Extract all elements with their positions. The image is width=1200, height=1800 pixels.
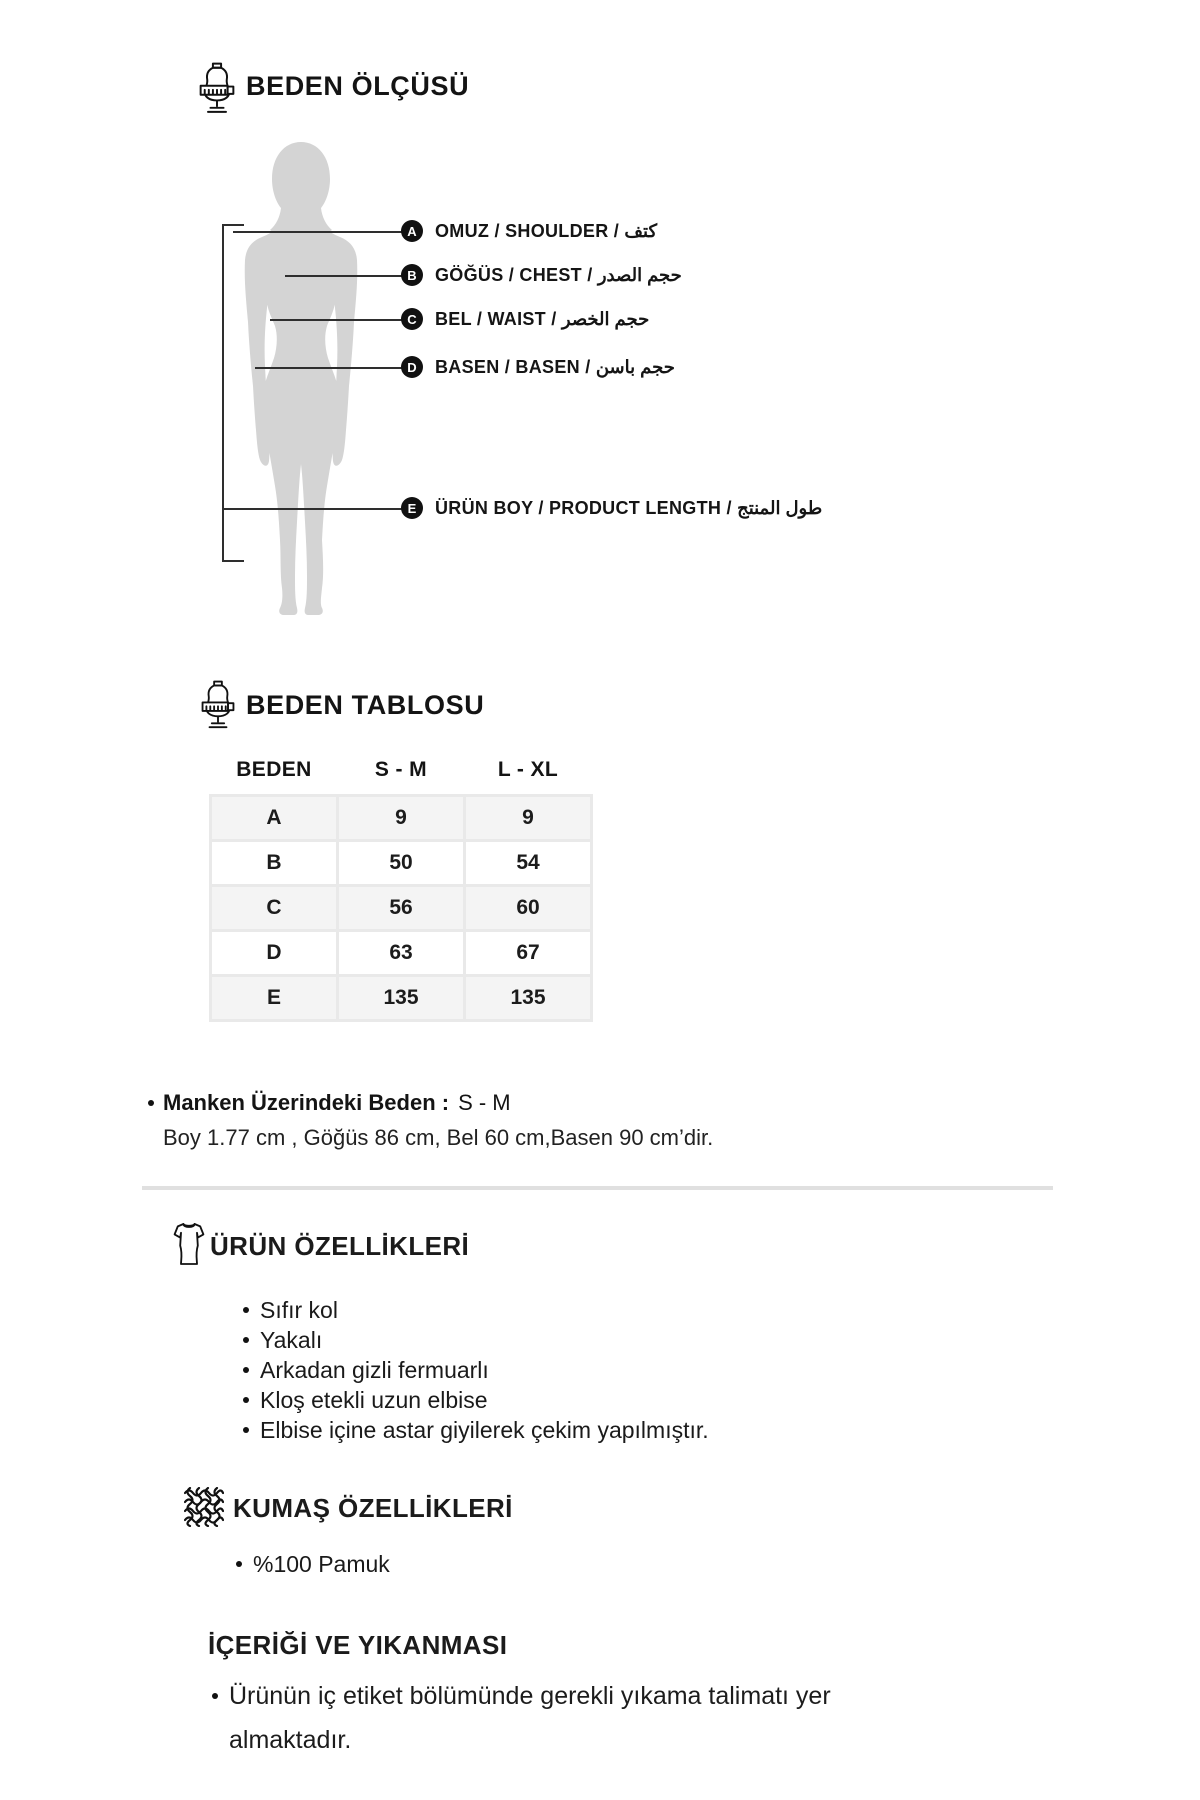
- letter-badge-d: D: [401, 356, 423, 378]
- table-cell: 54: [466, 842, 590, 884]
- feature-item: [243, 1299, 709, 1322]
- feature-text: Elbise içine astar giyilerek çekim yapılmıştır.: [260, 1417, 709, 1443]
- bullet-dot: [212, 1693, 218, 1699]
- fabric-item: [236, 1553, 390, 1576]
- size-table: [209, 794, 593, 1022]
- dress-form-icon: [201, 677, 235, 734]
- model-size-label: Manken Üzerindeki Beden :: [163, 1090, 450, 1115]
- model-measurements: Boy 1.77 cm , Göğüs 86 cm, Bel 60 cm,Basen 90 cm’dir.: [163, 1125, 714, 1150]
- letter-badge-e: E: [401, 497, 423, 519]
- size-guide-title: BEDEN ÖLÇÜSÜ: [246, 71, 470, 101]
- product-features-title: ÜRÜN ÖZELLİKLERİ: [210, 1231, 470, 1261]
- table-cell: A: [212, 797, 336, 839]
- size-table-header-lxl: L - XL: [497, 758, 559, 781]
- table-cell: 135: [466, 977, 590, 1019]
- section-divider: [142, 1186, 1053, 1190]
- measure-row-waist: [401, 308, 649, 330]
- feature-item: [243, 1419, 709, 1442]
- length-bracket-top-tick: [222, 224, 244, 226]
- letter-badge-b: B: [401, 264, 423, 286]
- shoulder-leader-line: [233, 231, 403, 233]
- bullet-dot: [243, 1427, 249, 1433]
- bullet-dot: [243, 1397, 249, 1403]
- care-list: [212, 1674, 929, 1762]
- measure-row-length: [401, 497, 822, 519]
- table-cell: 50: [339, 842, 463, 884]
- length-bracket-line: [222, 225, 224, 562]
- measure-label-waist: BEL / WAIST / حجم الخصر: [435, 308, 650, 329]
- table-cell: 56: [339, 887, 463, 929]
- model-size-note: [148, 1090, 713, 1151]
- bullet-dot: [236, 1561, 242, 1567]
- table-cell: B: [212, 842, 336, 884]
- size-table-title: BEDEN TABLOSU: [246, 690, 485, 720]
- measure-row-hip: [401, 356, 675, 378]
- feature-item: [243, 1359, 709, 1382]
- care-text: Ürünün iç etiket bölümünde gerekli yıkama talimatı yer almaktadır.: [229, 1682, 831, 1754]
- body-silhouette: [232, 138, 372, 622]
- table-cell: D: [212, 932, 336, 974]
- feature-item: [243, 1329, 709, 1352]
- feature-item: [243, 1389, 709, 1412]
- model-size-value: S - M: [458, 1090, 511, 1115]
- table-cell: 63: [339, 932, 463, 974]
- table-cell: 67: [466, 932, 590, 974]
- measure-label-chest: GÖĞÜS / CHEST / حجم الصدر: [435, 264, 682, 285]
- size-table-header-beden: BEDEN: [236, 758, 312, 781]
- fabric-features-list: [236, 1553, 390, 1576]
- letter-badge-c: C: [401, 308, 423, 330]
- bullet-dot: [148, 1100, 154, 1106]
- length-bracket-bottom-tick: [222, 560, 244, 562]
- fabric-text: %100 Pamuk: [253, 1551, 390, 1577]
- table-cell: 135: [339, 977, 463, 1019]
- measure-row-chest: [401, 264, 682, 286]
- feature-text: Sıfır kol: [260, 1297, 338, 1323]
- chest-leader-line: [285, 275, 403, 277]
- table-cell: 9: [466, 797, 590, 839]
- table-cell: C: [212, 887, 336, 929]
- measure-label-hip: BASEN / BASEN / حجم باسن: [435, 356, 675, 377]
- length-leader-line: [224, 508, 403, 510]
- bullet-dot: [243, 1337, 249, 1343]
- table-cell: 60: [466, 887, 590, 929]
- measure-row-shoulder: [401, 220, 657, 242]
- feature-text: Arkadan gizli fermuarlı: [260, 1357, 489, 1383]
- table-cell: 9: [339, 797, 463, 839]
- product-features-list: [243, 1299, 709, 1442]
- size-table-header-row: [212, 758, 590, 782]
- feature-text: Kloş etekli uzun elbise: [260, 1387, 488, 1413]
- waist-leader-line: [270, 319, 403, 321]
- bullet-dot: [243, 1367, 249, 1373]
- table-cell: E: [212, 977, 336, 1019]
- tshirt-icon: [173, 1221, 205, 1267]
- measure-label-shoulder: OMUZ / SHOULDER / كتف: [435, 220, 658, 241]
- fabric-features-title: KUMAŞ ÖZELLİKLERİ: [233, 1493, 513, 1523]
- dress-form-icon: [199, 59, 235, 119]
- bullet-dot: [243, 1307, 249, 1313]
- letter-badge-a: A: [401, 220, 423, 242]
- hip-leader-line: [255, 367, 403, 369]
- feature-text: Yakalı: [260, 1327, 323, 1353]
- measure-label-length: ÜRÜN BOY / PRODUCT LENGTH / طول المنتج: [435, 497, 823, 518]
- care-title: İÇERİĞİ VE YIKANMASI: [208, 1630, 508, 1660]
- fabric-weave-icon: [184, 1487, 224, 1527]
- size-table-header-sm: S - M: [374, 758, 428, 781]
